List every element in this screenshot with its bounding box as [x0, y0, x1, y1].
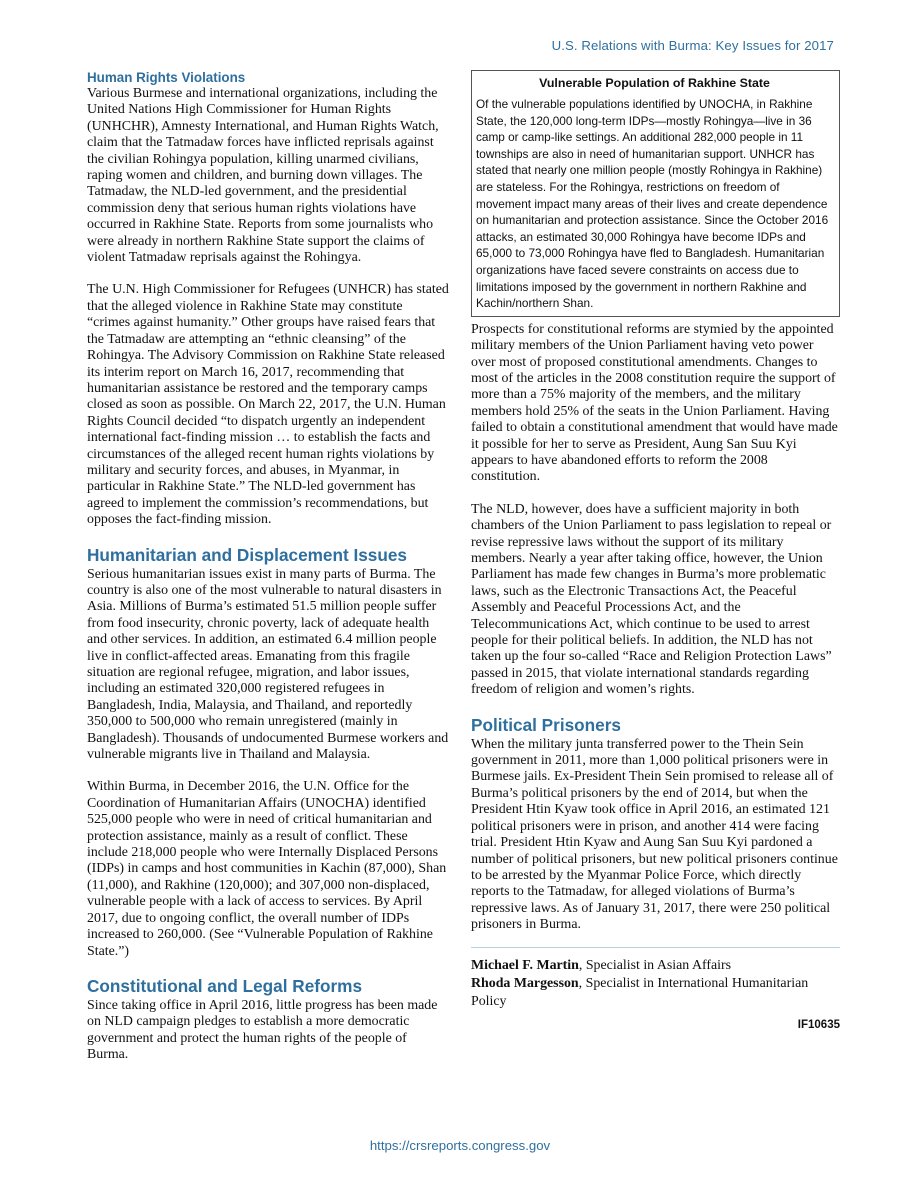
sidebar-box-title: Vulnerable Population of Rakhine State [539, 76, 770, 90]
sidebar-box-text: Of the vulnerable populations identified by UNOCHA, in Rakhine State, the 120,000 long-term IDPs—mostly Rohingya—live in 36 camp or camp-like settings. An additional 282,000 people in 11 townships are also in need of humanitarian support. UNHCR has stated that nearly one million people (mostly Rohingya in Rakhine) are stateless. For the Rohingya, restrictions on freedom of movement impact many areas of their lives and create dependence on humanitarian and protection assistance. Since the October 2016 attacks, an estimated 30,000 Rohingya have become IDPs and 65,000 to 73,000 Rohingya have fled to Bangladesh. Humanitarian organizations have faced severe constraints on access due to limitations imposed by the government in northern Rakhine and Kachin/northern Shan. [476, 97, 829, 311]
sidebar-box-rakhine [471, 70, 840, 317]
author-divider [471, 947, 840, 948]
heading-humanitarian-displacement: Humanitarian and Displacement Issues [87, 544, 407, 565]
footer-url[interactable]: https://crsreports.congress.gov [369, 1138, 551, 1153]
author-name: Michael F. Martin [471, 957, 579, 973]
paragraph-constitutional-3: The NLD, however, does have a sufficient majority in both chambers of the Union Parliament to pass legislation to repeal or revise repressive laws without the support of its military members. Nearly a year after taking office, however, the Union Parliament has made few changes in Burma’s more problematic laws, such as the Electronic Transactions Act, the Peaceful Assembly and Peaceful Processions Act, and the Telecommunications Act, which continue to be used to arrest people for their political beliefs. In addition, the NLD has not taken up the four so-called “Race and Religion Protection Laws” passed in 2015, that violate international standards regarding freedom of religion and women’s rights. [471, 501, 832, 698]
paragraph-humanitarian-1: Serious humanitarian issues exist in many parts of Burma. The country is also one of the most vulnerable to natural disasters in Asia. Millions of Burma’s estimated 51.5 million people suffer from food insecurity, chronic poverty, lack of adequate health and other services. In addition, an estimated 6.4 million people live in conflict-affected areas. Emanating from this fragile situation are regional refugee, migration, and labor issues, including an estimated 320,000 registered refugees in Bangladesh, India, Malaysia, and Thailand, and reportedly 350,000 to 500,000 who remain unregistered (mainly in Bangladesh). Thousands of undocumented Burmese workers and vulnerable migrants live in Thailand and Malaysia. [87, 566, 449, 763]
heading-political-prisoners: Political Prisoners [471, 714, 621, 735]
paragraph-political-prisoners: When the military junta transferred power to the Thein Sein government in 2011, more than 1,000 political prisoners were in Burmese jails. Ex-President Thein Sein promised to release all of Burma’s political prisoners by the end of 2014, but when the President Htin Kyaw took office in April 2016, an estimated 121 political prisoners were in prison, and another 414 were facing trial. President Htin Kyaw and Aung San Suu Kyi pardoned a number of political prisoners, but new political prisoners continue to be arrested by the Myanmar Police Force, which directly reports to the Tatmadaw, for alleged violations of Burma’s repressive laws. As of January 31, 2017, there were 250 political prisoners in Burma. [471, 736, 838, 933]
paragraph-humanitarian-2: Within Burma, in December 2016, the U.N. Office for the Coordination of Humanitarian Affairs (UNOCHA) identified 525,000 people who were in need of critical humanitarian and protection assistance, mainly as a result of conflict. These include 218,000 people who were Internally Displaced Persons (IDPs) in camps and host communities in Kachin (87,000), Shan (11,000), and Rakhine (120,000); and 307,000 non-displaced, vulnerable people with a lack of access to services. By April 2017, due to ongoing conflict, the overall number of IDPs increased to 260,000. (See “Vulnerable Population of Rakhine State.”) [87, 779, 447, 959]
heading-constitutional-legal-reforms: Constitutional and Legal Reforms [87, 975, 363, 996]
running-header-title: U.S. Relations with Burma: Key Issues for 2017 [551, 38, 834, 53]
author-role: , Specialist in Asian Affairs [578, 957, 732, 973]
author-line [471, 975, 840, 1011]
report-id: IF10635 [797, 1018, 840, 1031]
paragraph-constitutional-2: Prospects for constitutional reforms are stymied by the appointed military members of the Union Parliament having veto power over most of proposed constitutional amendments. Changes to most of the articles in the 2008 constitution require the support of more than a 75% majority of the members, and the military members hold 25% of the seats in the Union Parliament. Having failed to obtain a constitutional amendment that would have made it possible for her to serve as President, Aung San Suu Kyi appears to have abandoned efforts to reform the 2008 constitution. [471, 321, 838, 485]
author-name: Rhoda Margesson [471, 975, 579, 991]
right-column [471, 70, 840, 1031]
author-role: , Specialist in International Humanitarian Policy [471, 975, 809, 1009]
author-line [471, 957, 840, 975]
left-column [87, 70, 449, 1064]
heading-human-rights-violations: Human Rights Violations [87, 70, 246, 85]
paragraph-human-rights-1: Various Burmese and international organizations, including the United Nations High Commissioner for Human Rights (UNHCHR), Amnesty International, and Human Rights Watch, claim that the Tatmadaw forces have inflicted reprisals against the civilian Rohingya population, killing unarmed civilians, raping women and children, and burning down villages. The Tatmadaw, the NLD-led government, and the presidential commission deny that serious human rights violations have occurred in Rakhine State. Reports from some journalists who were already in northern Rakhine State support the claims of violent Tatmadaw reprisals against the Rohingya. [87, 86, 439, 266]
paragraph-human-rights-2: The U.N. High Commissioner for Refugees (UNHCR) has stated that the alleged violence in Rakhine State may constitute “crimes against humanity.” Other groups have raised fears that the Tatmadaw are attempting an “ethnic cleansing” of the Rohingya. The Advisory Commission on Rakhine State released its interim report on March 16, 2017, recommending that humanitarian assistance be restored and the temporary camps closed as soon as possible. On March 22, 2017, the U.N. Human Rights Council decided “to dispatch urgently an independent international fact-finding mission … to establish the facts and circumstances of the alleged recent human rights violations by military and security forces, and abuses, in Myanmar, in particular in Rakhine State.” The NLD-led government has agreed to implement the commission’s recommendations, but opposes the fact-finding mission. [87, 282, 449, 528]
paragraph-constitutional-1: Since taking office in April 2016, little progress has been made on NLD campaign pledges to establish a more democratic government and protect the human rights of the people of Burma. [87, 997, 438, 1063]
